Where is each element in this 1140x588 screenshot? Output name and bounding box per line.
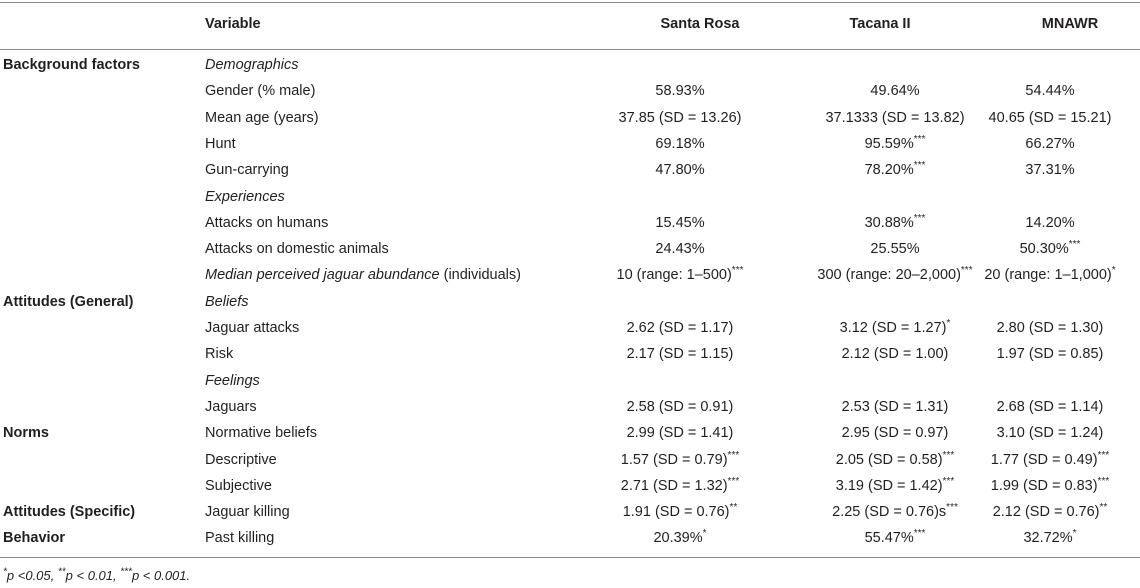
table-row <box>0 262 1140 288</box>
significance-marker: *** <box>727 475 740 487</box>
row-variable: Attacks on humans <box>205 214 329 231</box>
table-row <box>0 236 1140 262</box>
row-variable: Jaguars <box>205 398 257 415</box>
value-col3: 40.65 (SD = 15.21) <box>988 109 1112 126</box>
value-col2: 37.1333 (SD = 13.82) <box>825 109 965 126</box>
value-col1: 47.80% <box>655 162 705 179</box>
significance-marker: *** <box>960 265 973 277</box>
table-row <box>0 157 1140 183</box>
significance-marker: *** <box>727 449 740 461</box>
significance-marker: ** <box>729 502 738 514</box>
row-variable: Beliefs <box>205 293 249 310</box>
row-variable: Past killing <box>205 530 275 547</box>
row-variable: Jaguar killing <box>205 504 290 521</box>
table-row <box>0 105 1140 131</box>
top-rule <box>0 2 1140 3</box>
value-col3: 2.80 (SD = 1.30) <box>996 320 1104 336</box>
bottom-rule <box>0 557 1140 558</box>
header-santa-rosa: Santa Rosa <box>660 16 740 32</box>
value-col3 <box>960 289 1140 315</box>
row-variable: Feelings <box>205 372 260 389</box>
significance-marker: *** <box>942 475 955 487</box>
row-variable: Gender (% male) <box>205 83 316 100</box>
significance-marker: *** <box>913 212 926 224</box>
value-col1: 2.71 (SD = 1.32)*** <box>620 475 740 494</box>
value-col3: 14.20% <box>1025 214 1075 231</box>
value-col1: 37.85 (SD = 13.26) <box>618 109 742 126</box>
significance-marker: *** <box>946 502 958 514</box>
value-col1 <box>560 289 800 315</box>
value-col1: 1.57 (SD = 0.79)*** <box>620 449 740 468</box>
value-col3 <box>960 184 1140 210</box>
value-col2: 2.05 (SD = 0.58)*** <box>835 449 955 468</box>
table-row <box>0 420 1140 446</box>
row-variable: Hunt <box>205 135 236 152</box>
value-col1: 2.58 (SD = 0.91) <box>626 398 734 415</box>
value-col3: 2.68 (SD = 1.14) <box>996 398 1104 415</box>
value-col1: 15.45% <box>655 214 705 231</box>
table-row <box>0 473 1140 499</box>
value-col2: 25.55% <box>870 241 920 258</box>
value-col1: 1.91 (SD = 0.76)** <box>622 502 738 521</box>
row-variable: Median perceived jaguar abundance (individuals) <box>205 267 521 284</box>
row-variable: Descriptive <box>205 451 277 468</box>
table-row <box>0 52 1140 78</box>
row-variable: Gun-carrying <box>205 162 289 179</box>
value-col3: 37.31% <box>1025 162 1075 179</box>
row-variable: Risk <box>205 346 234 363</box>
value-col2: 2.53 (SD = 1.31) <box>841 398 949 415</box>
table-row <box>0 315 1140 341</box>
value-col3 <box>960 52 1140 78</box>
value-col3: 1.97 (SD = 0.85) <box>996 346 1104 363</box>
table-row <box>0 525 1140 551</box>
footnote: *p <0.05, **p < 0.01, ***p < 0.001. <box>3 566 191 583</box>
row-variable: Jaguar attacks <box>205 320 300 336</box>
table-header <box>0 11 1140 37</box>
table-row <box>0 289 1140 315</box>
value-col2: 95.59%*** <box>864 134 926 152</box>
table-row <box>0 210 1140 236</box>
table-row <box>0 499 1140 525</box>
value-col2: 30.88%*** <box>864 212 926 231</box>
value-col3: 3.10 (SD = 1.24) <box>996 425 1104 442</box>
significance-marker: * <box>946 318 951 330</box>
header-mnawr: MNAWR <box>1041 16 1099 32</box>
row-variable: Attacks on domestic animals <box>205 241 389 258</box>
table-row <box>0 341 1140 367</box>
row-variable: Experiences <box>205 188 285 205</box>
value-col3: 2.12 (SD = 0.76)** <box>992 502 1108 521</box>
row-category: Behavior <box>3 530 66 547</box>
significance-marker: *** <box>913 528 926 540</box>
table-row <box>0 131 1140 157</box>
row-category: Background factors <box>3 57 140 73</box>
table-row <box>0 447 1140 473</box>
value-col2: 3.19 (SD = 1.42)*** <box>835 475 955 494</box>
value-col2: 78.20%*** <box>864 160 926 179</box>
significance-marker: *** <box>913 160 926 172</box>
value-col1: 10 (range: 1–500)*** <box>616 265 744 284</box>
value-col1: 58.93% <box>655 83 705 100</box>
row-category: Attitudes (General) <box>3 293 134 310</box>
value-col1: 69.18% <box>655 135 705 152</box>
row-variable: Normative beliefs <box>205 425 318 442</box>
value-col1 <box>560 52 800 78</box>
table-row <box>0 184 1140 210</box>
significance-marker: *** <box>1097 475 1110 487</box>
value-col3: 1.77 (SD = 0.49)*** <box>990 449 1110 468</box>
row-category: Attitudes (Specific) <box>3 504 136 521</box>
value-col1: 2.62 (SD = 1.17) <box>626 320 734 336</box>
row-category: Norms <box>3 425 49 442</box>
value-col1: 2.99 (SD = 1.41) <box>626 425 734 442</box>
significance-marker: ** <box>1099 502 1108 514</box>
value-col3: 32.72%* <box>1023 528 1077 547</box>
significance-marker: *** <box>913 134 926 146</box>
value-col3: 54.44% <box>1025 83 1075 100</box>
significance-marker: *** <box>1068 239 1081 251</box>
table-row <box>0 78 1140 104</box>
header-variable: Variable <box>205 16 261 32</box>
significance-marker: *** <box>731 265 744 277</box>
value-col2: 3.12 (SD = 1.27)* <box>839 318 951 336</box>
value-col1: 24.43% <box>655 241 705 258</box>
value-col2: 2.95 (SD = 0.97) <box>841 425 949 442</box>
table-row <box>0 394 1140 420</box>
value-col3: 66.27% <box>1025 135 1075 152</box>
header-rule <box>0 49 1140 50</box>
header-tacana-ii: Tacana II <box>849 16 911 32</box>
value-col2: 55.47%*** <box>864 528 926 547</box>
table-row <box>0 368 1140 394</box>
value-col3: 50.30%*** <box>1019 239 1081 258</box>
value-col2: 2.25 (SD = 0.76)s*** <box>832 502 958 521</box>
value-col1 <box>560 184 800 210</box>
row-variable: Mean age (years) <box>205 109 319 126</box>
significance-marker: *** <box>1097 449 1110 461</box>
value-col2: 300 (range: 20–2,000)*** <box>817 265 973 284</box>
significance-marker: * <box>1111 265 1116 277</box>
value-col2: 2.12 (SD = 1.00) <box>841 346 949 363</box>
value-col1: 20.39%* <box>653 528 707 547</box>
value-col3: 20 (range: 1–1,000)* <box>984 265 1116 284</box>
significance-marker: * <box>702 528 707 540</box>
row-variable: Demographics <box>205 57 299 73</box>
value-col2: 49.64% <box>870 83 920 100</box>
significance-marker: *** <box>942 449 955 461</box>
value-col3: 1.99 (SD = 0.83)*** <box>990 475 1110 494</box>
row-variable: Subjective <box>205 477 272 494</box>
value-col3 <box>960 368 1140 394</box>
value-col1 <box>560 368 800 394</box>
significance-marker: * <box>1072 528 1077 540</box>
value-col1: 2.17 (SD = 1.15) <box>626 346 734 363</box>
